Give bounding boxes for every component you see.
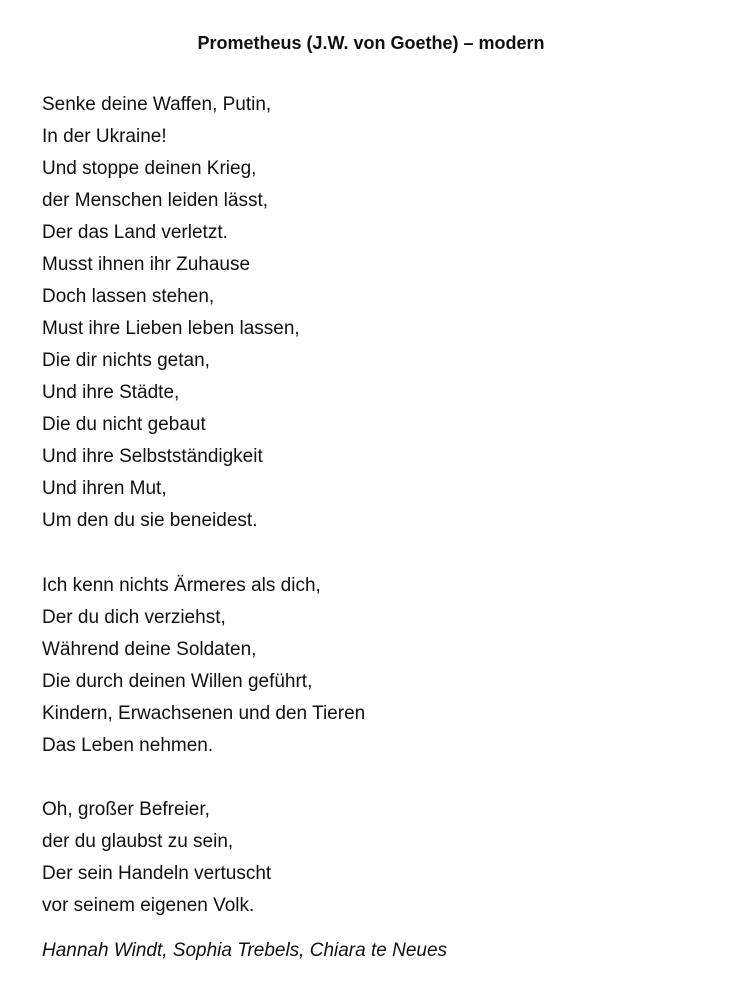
poem-line: Und ihre Selbstständigkeit	[42, 446, 263, 467]
poem-line: Die durch deinen Willen geführt,	[42, 671, 313, 692]
poem-line: Kindern, Erwachsenen und den Tieren	[42, 703, 366, 724]
stanza-1	[42, 89, 300, 537]
poem-line: Und ihre Städte,	[42, 382, 180, 403]
poem-line: Oh, großer Befreier,	[42, 799, 210, 820]
poem-line: der Menschen leiden lässt,	[42, 190, 269, 211]
stanza-2	[42, 570, 365, 762]
poem-line: Um den du sie beneidest.	[42, 510, 258, 531]
poem-line: Ich kenn nichts Ärmeres als dich,	[42, 575, 321, 596]
poem-authors: Hannah Windt, Sophia Trebels, Chiara te Neues	[42, 940, 448, 961]
poem-line: Der du dich verziehst,	[42, 607, 226, 628]
poem-line: Die du nicht gebaut	[42, 414, 206, 435]
poem-line: der du glaubst zu sein,	[42, 831, 234, 852]
poem-line: Must ihre Lieben leben lassen,	[42, 318, 300, 339]
poem-line: Und stoppe deinen Krieg,	[42, 158, 257, 179]
poem-line: Und ihren Mut,	[42, 478, 167, 499]
poem-line: Musst ihnen ihr Zuhause	[42, 254, 251, 275]
poem-line: Während deine Soldaten,	[42, 639, 257, 660]
poem-line: In der Ukraine!	[42, 126, 167, 147]
poem-line: Doch lassen stehen,	[42, 286, 215, 307]
poem-line: Die dir nichts getan,	[42, 350, 210, 371]
poem-line: Das Leben nehmen.	[42, 735, 214, 756]
poem-line: vor seinem eigenen Volk.	[42, 895, 255, 916]
poem-title: Prometheus (J.W. von Goethe) – modern	[197, 33, 545, 53]
poem-line: Der sein Handeln vertuscht	[42, 863, 272, 884]
poem-line: Senke deine Waffen, Putin,	[42, 94, 272, 115]
stanza-3	[42, 794, 271, 922]
poem-line: Der das Land verletzt.	[42, 222, 228, 243]
